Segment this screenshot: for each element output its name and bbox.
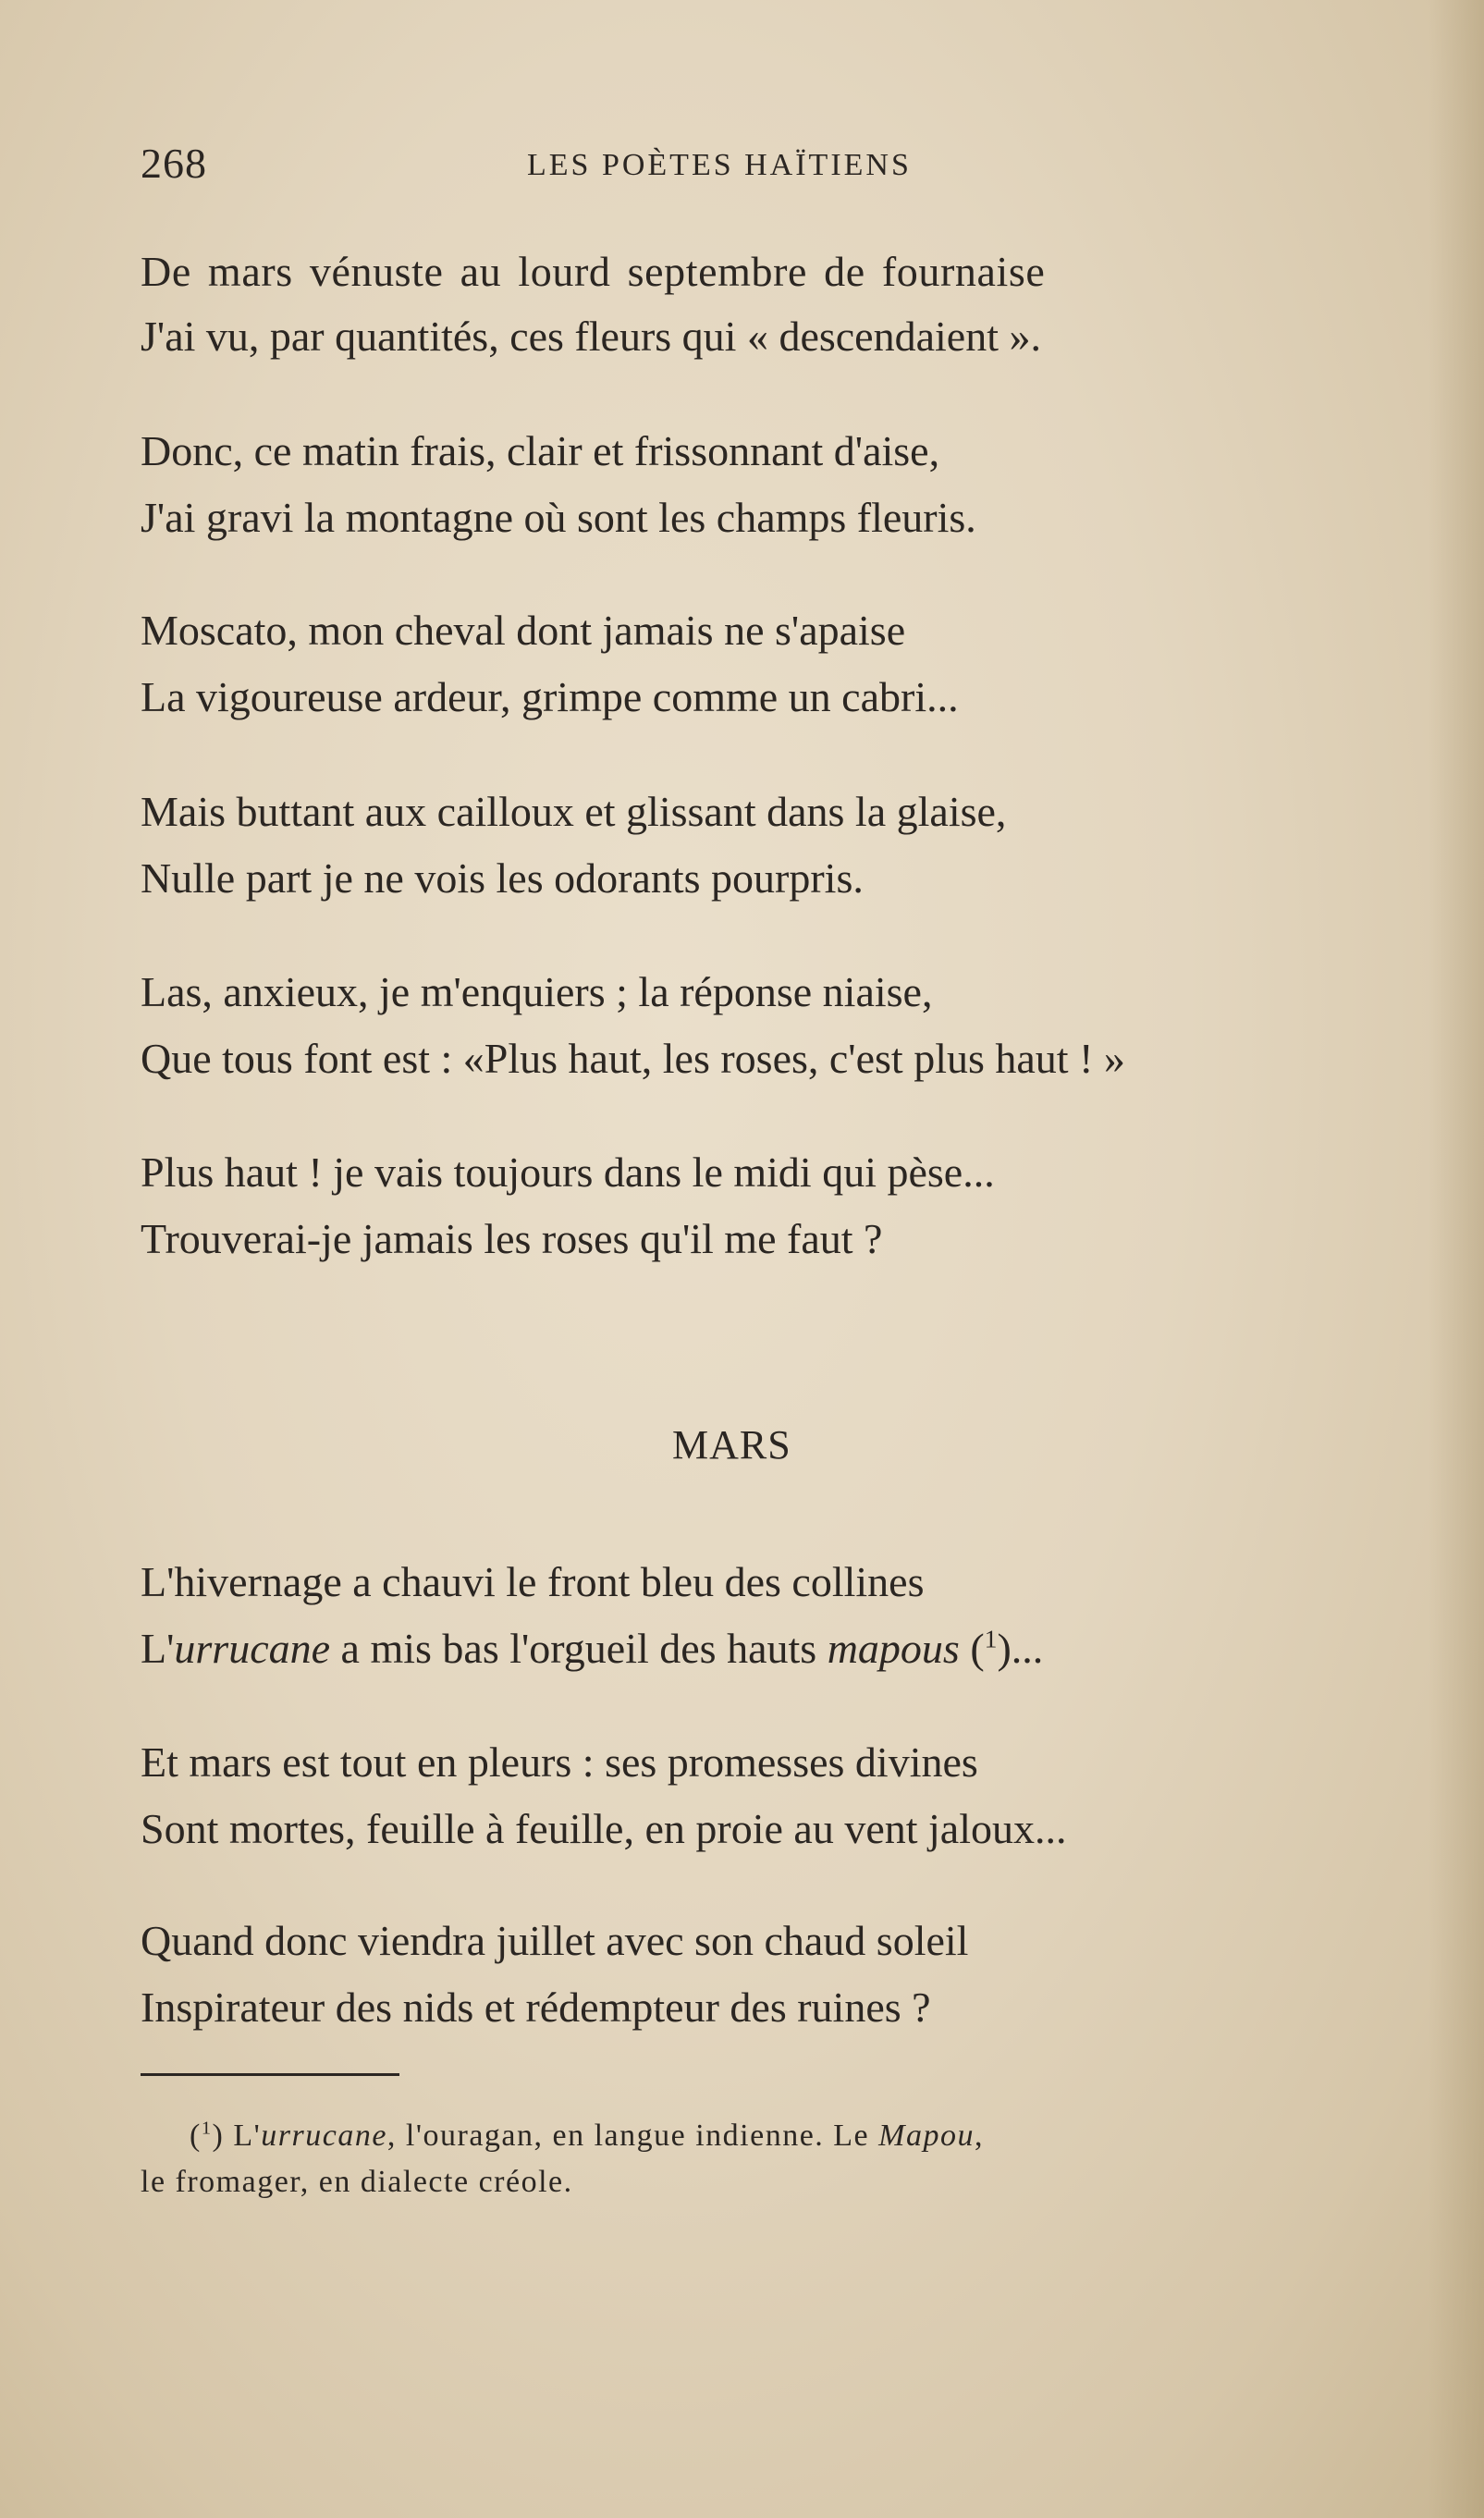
poem-line: Mais buttant aux cailloux et glissant dans la glaise, [141,788,1007,835]
footnote-rule [141,2073,399,2076]
italic-term: Mapou [878,2119,975,2153]
footnote-line [190,2120,984,2152]
poem-line: J'ai gravi la montagne où sont les champs fleuris. [141,494,976,541]
poem-line-with-note [141,1624,1044,1672]
poem-line: Moscato, mon cheval dont jamais ne s'apaise [141,607,906,654]
italic-term: urrucane [174,1625,331,1672]
running-head: LES POÈTES HAÏTIENS [527,148,912,182]
text-fragment: ) [212,2119,234,2153]
text-fragment: , l'ouragan, en langue indienne. Le [386,2119,879,2153]
text-fragment: L' [233,2119,262,2153]
page-edge-shadow [1429,0,1484,2518]
italic-term: urrucane [261,2119,387,2153]
poem-line: L'hivernage a chauvi le front bleu des collines [141,1558,925,1605]
page-number: 268 [141,140,207,187]
text-fragment: a mis bas l'orgueil des hauts [330,1625,828,1672]
poem-line: Que tous font est : «Plus haut, les roses, c'est plus haut ! » [141,1035,1125,1082]
footnote-mark: 1 [201,2118,213,2139]
poem-line: Trouverai-je jamais les roses qu'il me faut ? [141,1215,883,1262]
text-fragment: )... [997,1625,1044,1672]
poem-line: De mars vénuste au lourd septembre de fournaise [141,248,1046,295]
poem-line: J'ai vu, par quantités, ces fleurs qui « descendaient ». [141,313,1041,360]
footnote-reference: 1 [984,1624,998,1653]
poem-line: Quand donc viendra juillet avec son chaud soleil [141,1917,969,1964]
poem-line: Donc, ce matin frais, clair et frissonnant d'aise, [141,427,940,474]
italic-term: mapous [827,1625,960,1672]
poem-line: Las, anxieux, je m'enquiers ; la réponse niaise, [141,968,933,1015]
poem-line: Sont mortes, feuille à feuille, en proie au vent jaloux... [141,1805,1067,1852]
poem-line: La vigoureuse ardeur, grimpe comme un cabri... [141,673,959,720]
text-fragment: ( [190,2119,202,2153]
text-fragment: L' [141,1625,175,1672]
poem-line: Nulle part je ne vois les odorants pourpris. [141,854,864,902]
poem-line: Inspirateur des nids et rédempteur des ruines ? [141,1984,931,2031]
poem-line: Plus haut ! je vais toujours dans le midi qui pèse... [141,1148,995,1196]
footnote-line: le fromager, en dialecte créole. [141,2165,573,2199]
poem-title: MARS [672,1422,791,1468]
text-fragment: , [974,2119,984,2153]
poem-line: Et mars est tout en pleurs : ses promesses divines [141,1738,978,1786]
text-fragment: ( [959,1625,985,1672]
